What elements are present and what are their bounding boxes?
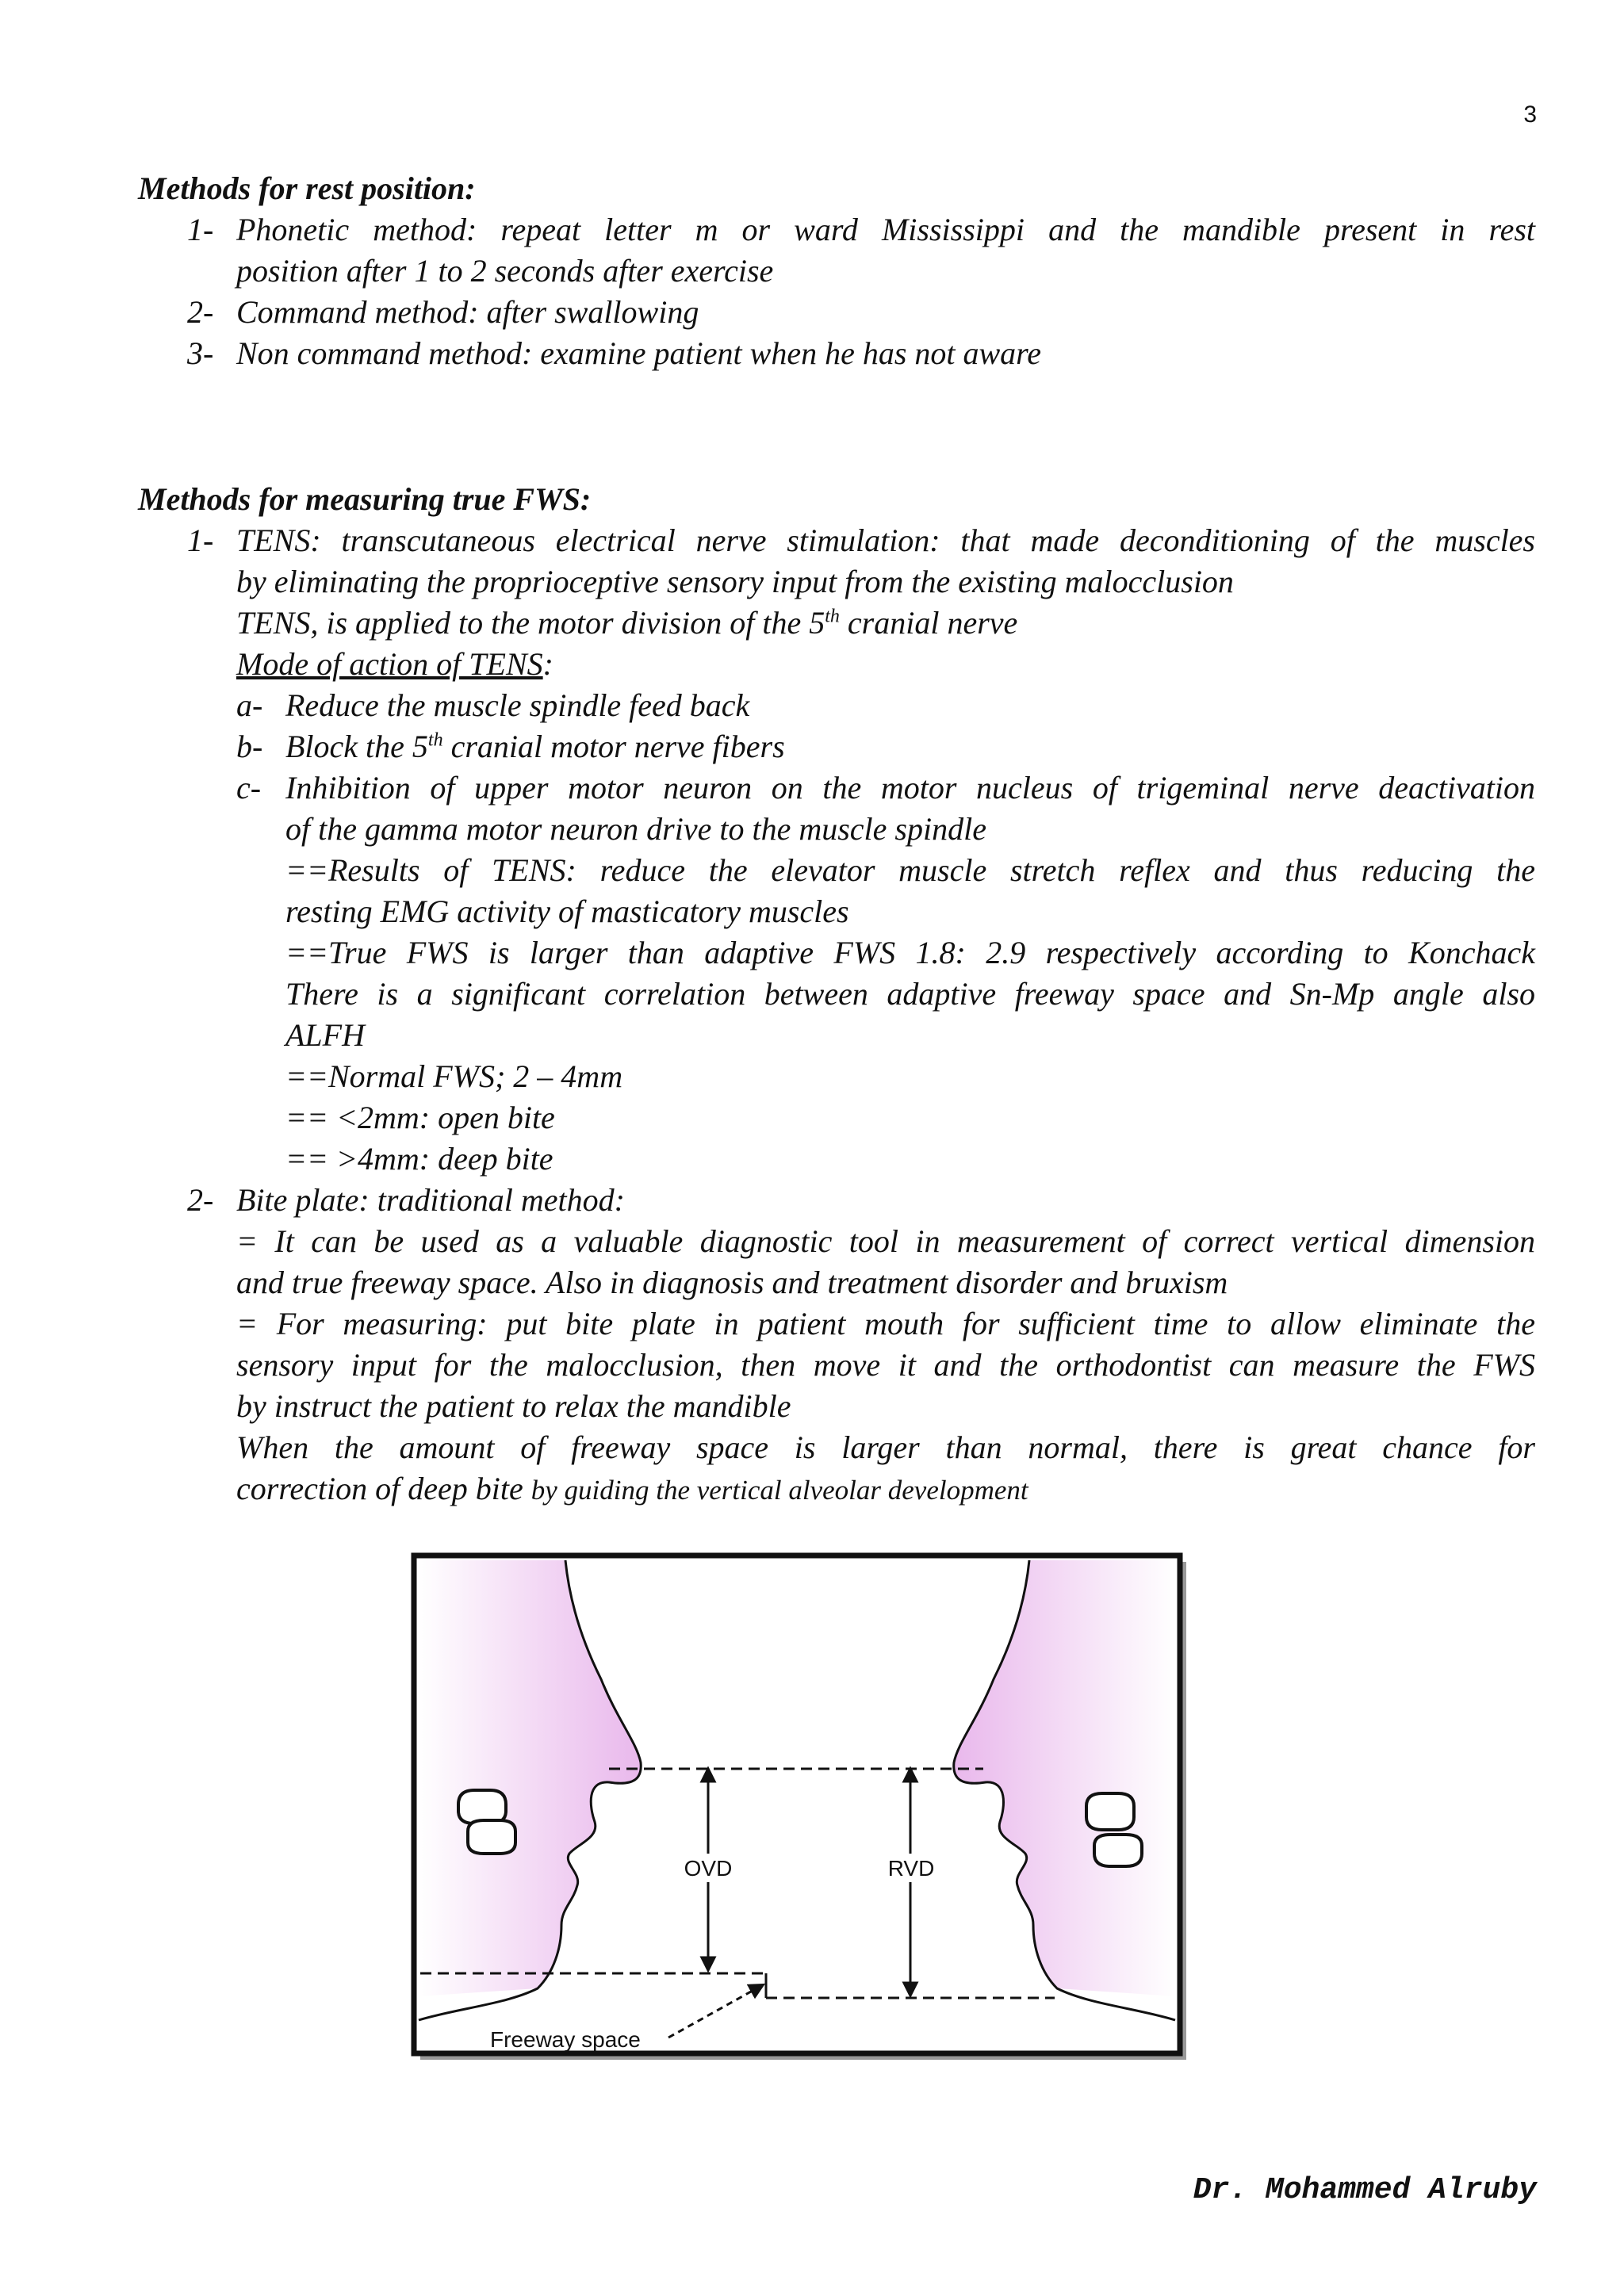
- list-text: TENS: transcutaneous electrical nerve stimulation: that made deconditioning of the muscles: [236, 522, 1535, 558]
- list-item: [138, 333, 1535, 374]
- list-text: = For measuring: put bite plate in patient mouth for sufficient time to allow eliminate the: [236, 1306, 1535, 1341]
- sub-item: [236, 685, 1535, 726]
- list-text: Command method: after swallowing: [236, 294, 699, 330]
- author-footer: Dr. Mohammed Alruby: [1193, 2173, 1537, 2207]
- list-text: When the amount of freeway space is larger than normal, there is great chance for: [236, 1429, 1535, 1465]
- list-text: and true freeway space. Also in diagnosis and treatment disorder and bruxism: [236, 1265, 1228, 1300]
- list-number: 2-: [187, 1182, 214, 1218]
- sub-item: [236, 726, 1535, 767]
- sub-text: Inhibition of upper motor neuron on the motor nucleus of trigeminal nerve deactivation: [285, 770, 1535, 806]
- list-text: correction of deep bite by guiding the vertical alveolar development: [236, 1471, 1028, 1506]
- list-text: = It can be used as a valuable diagnostic tool in measurement of correct vertical dimension: [236, 1223, 1535, 1259]
- heading-rest-position: Methods for rest position:: [138, 170, 476, 206]
- list-item-tens: [138, 520, 1535, 1180]
- list-item-bite-plate: [138, 1180, 1535, 1511]
- freeway-space-figure: [411, 1552, 1196, 2068]
- note-line: == >4mm: deep bite: [285, 1141, 553, 1177]
- note-line: == <2mm: open bite: [285, 1100, 555, 1135]
- sub-text: Reduce the muscle spindle feed back: [285, 687, 750, 723]
- sub-item: [236, 767, 1535, 1180]
- note-line: ==Normal FWS; 2 – 4mm: [285, 1058, 623, 1094]
- ovd-label: OVD: [684, 1856, 733, 1881]
- list-fws-methods: [138, 520, 1535, 1511]
- left-teeth-icon: [458, 1790, 515, 1854]
- list-text: by instruct the patient to relax the mandible: [236, 1388, 791, 1424]
- list-number: 3-: [187, 335, 214, 371]
- freeway-space-label: Freeway space: [490, 2027, 641, 2052]
- list-item: [138, 209, 1535, 292]
- note-line: resting EMG activity of masticatory muscles: [285, 894, 849, 929]
- list-text: Bite plate: traditional method:: [236, 1182, 625, 1218]
- list-number: 1-: [187, 522, 214, 558]
- note-line: There is a significant correlation between adaptive freeway space and Sn-Mp angle also: [285, 976, 1535, 1012]
- rvd-label: RVD: [887, 1856, 935, 1881]
- sub-mark: a-: [236, 687, 263, 723]
- page-number: 3: [1523, 101, 1537, 128]
- list-text: TENS, is applied to the motor division of the 5th cranial nerve: [236, 605, 1018, 641]
- document-body: [138, 168, 1535, 1511]
- list-text: Phonetic method: repeat letter m or ward Mississippi and the mandible present in rest: [236, 212, 1535, 247]
- list-number: 2-: [187, 294, 214, 330]
- list-item: [138, 292, 1535, 333]
- mode-of-action-title: Mode of action of TENS:: [236, 646, 553, 682]
- sub-mark: b-: [236, 729, 263, 764]
- list-text: by eliminating the proprioceptive sensory input from the existing malocclusion: [236, 564, 1234, 599]
- list-text: Non command method: examine patient when he has not aware: [236, 335, 1042, 371]
- list-text: position after 1 to 2 seconds after exercise: [236, 253, 774, 289]
- list-number: 1-: [187, 212, 214, 247]
- sub-text: Block the 5th cranial motor nerve fibers: [285, 729, 785, 764]
- heading-measuring-fws: Methods for measuring true FWS:: [138, 481, 592, 517]
- sub-mark: c-: [236, 770, 262, 806]
- note-line: ==Results of TENS: reduce the elevator muscle stretch reflex and thus reducing the: [285, 852, 1535, 888]
- list-rest-methods: [138, 209, 1535, 374]
- sub-text: of the gamma motor neuron drive to the muscle spindle: [285, 811, 986, 847]
- list-text: sensory input for the malocclusion, then move it and the orthodontist can measure the FWS: [236, 1347, 1535, 1383]
- freeway-space-diagram: [411, 1552, 1196, 2068]
- note-line: ==True FWS is larger than adaptive FWS 1.8: 2.9 respectively according to Konchack: [285, 935, 1535, 970]
- note-line: ALFH: [285, 1017, 365, 1053]
